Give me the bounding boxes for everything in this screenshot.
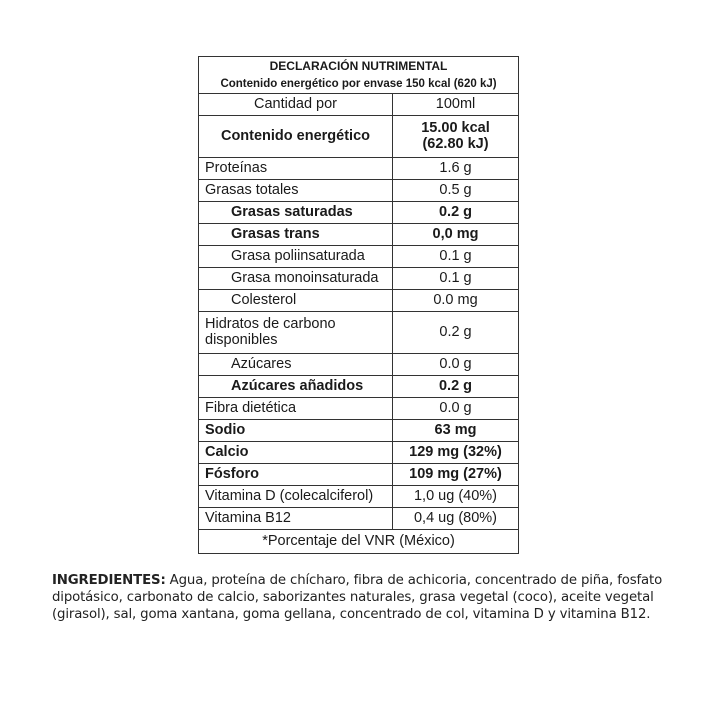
row-value: 0.0 g <box>393 354 519 376</box>
table-row <box>199 464 519 486</box>
row-value <box>393 116 519 158</box>
table-row <box>199 354 519 376</box>
table-row <box>199 268 519 290</box>
serving-value: 100ml <box>393 94 519 116</box>
row-label-line2: disponibles <box>205 331 278 348</box>
row-label: Grasas saturadas <box>199 202 393 224</box>
row-value: 0.2 g <box>393 202 519 224</box>
serving-label: Cantidad por <box>199 94 393 116</box>
row-label: Grasas totales <box>199 180 393 202</box>
row-label: Azúcares añadidos <box>199 376 393 398</box>
row-label: Grasa monoinsaturada <box>199 268 393 290</box>
row-value: 0.0 mg <box>393 290 519 312</box>
table-footnote: *Porcentaje del VNR (México) <box>199 530 519 554</box>
row-label: Vitamina B12 <box>199 508 393 530</box>
row-value: 0,4 ug (80%) <box>393 508 519 530</box>
row-label <box>199 312 393 354</box>
table-row <box>199 420 519 442</box>
row-label-line1: Hidratos de carbono <box>205 316 336 333</box>
row-label: Contenido energético <box>199 116 393 158</box>
row-label: Calcio <box>199 442 393 464</box>
table-row <box>199 376 519 398</box>
row-value: 0.1 g <box>393 246 519 268</box>
energy-kj: (62.80 kJ) <box>422 135 489 152</box>
energy-per-package: Contenido energético por envase 150 kcal (620 kJ) <box>199 75 519 94</box>
table-row <box>199 116 519 158</box>
row-label: Grasas trans <box>199 224 393 246</box>
row-value: 0.1 g <box>393 268 519 290</box>
row-label: Sodio <box>199 420 393 442</box>
row-value: 1.6 g <box>393 158 519 180</box>
row-label: Grasa poliinsaturada <box>199 246 393 268</box>
row-value: 0.5 g <box>393 180 519 202</box>
table-row <box>199 508 519 530</box>
row-label: Fibra dietética <box>199 398 393 420</box>
row-value: 0.2 g <box>393 376 519 398</box>
ingredients-paragraph <box>52 572 702 623</box>
ingredients-label: INGREDIENTES: <box>52 573 166 588</box>
table-row <box>199 486 519 508</box>
row-value: 0.0 g <box>393 398 519 420</box>
table-row <box>199 442 519 464</box>
row-label: Azúcares <box>199 354 393 376</box>
table-row <box>199 312 519 354</box>
row-label: Colesterol <box>199 290 393 312</box>
table-row <box>199 290 519 312</box>
energy-kcal: 15.00 kcal <box>421 120 490 137</box>
table-row <box>199 398 519 420</box>
table-row <box>199 224 519 246</box>
row-label: Proteínas <box>199 158 393 180</box>
row-value: 0.2 g <box>393 312 519 354</box>
nutrition-table <box>198 56 519 554</box>
table-title: DECLARACIÓN NUTRIMENTAL <box>199 57 519 76</box>
row-value: 1,0 ug (40%) <box>393 486 519 508</box>
table-row <box>199 158 519 180</box>
row-value: 0,0 mg <box>393 224 519 246</box>
row-label: Fósforo <box>199 464 393 486</box>
table-row <box>199 246 519 268</box>
ingredients-text: Agua, proteína de chícharo, fibra de achicoria, concentrado de piña, fosfato dipotásico, carbonato de calcio, saborizantes naturales, grasa vegetal (coco), aceite vegetal (girasol), sal, goma xantana, goma gellana, concentrado de col, vitamina D y vitamina B12. <box>52 573 663 622</box>
row-label: Vitamina D (colecalciferol) <box>199 486 393 508</box>
table-row <box>199 180 519 202</box>
row-value: 129 mg (32%) <box>393 442 519 464</box>
row-value: 109 mg (27%) <box>393 464 519 486</box>
row-value: 63 mg <box>393 420 519 442</box>
table-row <box>199 202 519 224</box>
